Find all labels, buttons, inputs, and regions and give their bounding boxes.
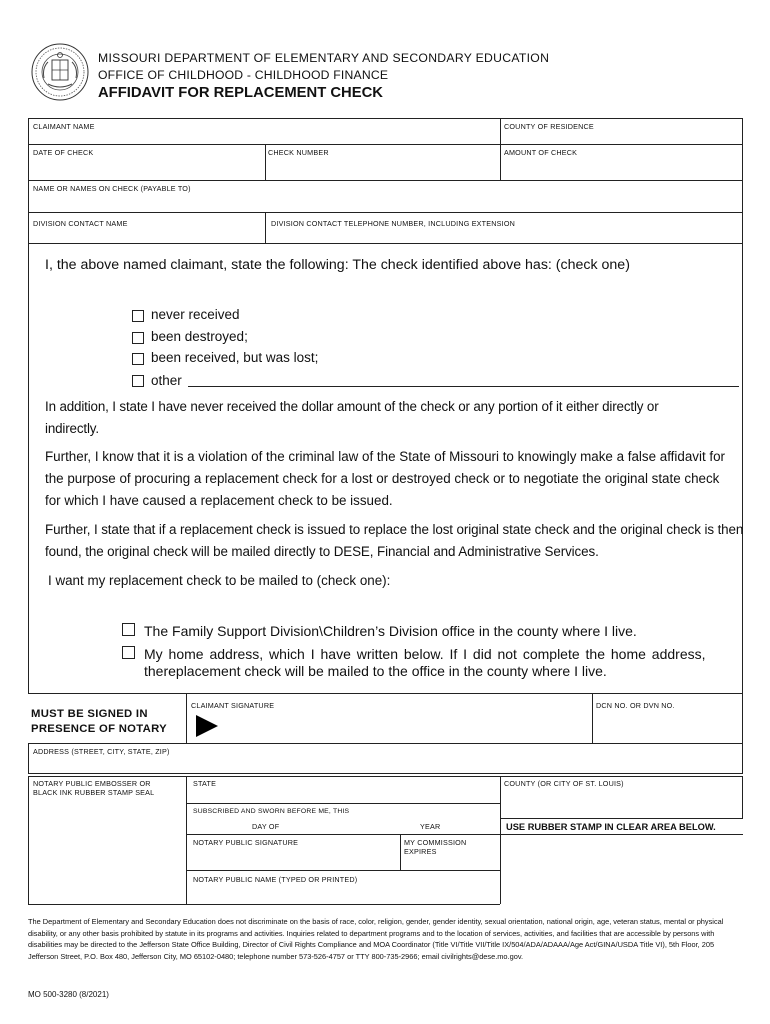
other-checkbox[interactable] [132,375,144,387]
date-of-check-field[interactable]: DATE OF CHECK [33,148,94,157]
rubber-stamp-note: USE RUBBER STAMP IN CLEAR AREA BELOW. [506,822,716,832]
claimant-signature-field[interactable]: CLAIMANT SIGNATURE [191,701,275,710]
notary-warning-line2: PRESENCE OF NOTARY [31,723,167,735]
county-field[interactable]: COUNTY (OR CITY OF ST. LOUIS) [504,779,624,788]
county-of-residence-field[interactable]: COUNTY OF RESIDENCE [504,122,594,131]
notary-warning-line1: MUST BE SIGNED IN [31,708,148,720]
form-number: MO 500-3280 (8/2021) [28,990,109,999]
check-number-field[interactable]: CHECK NUMBER [268,148,329,157]
commission-line1: MY COMMISSION [404,838,467,847]
paragraph-never-received: In addition, I state I have never received the dollar amount of the check or any portion of it either directly or indirectly. [45,399,659,436]
commission-line2: EXPIRES [404,847,437,856]
claimant-name-field[interactable]: CLAIMANT NAME [33,122,95,131]
home-address-label-line1: My home address, which I have written below. If I did not complete the home address, [144,646,706,662]
received-but-lost-label: been received, but was lost; [151,350,319,365]
year-field[interactable]: YEAR [420,822,441,831]
notary-seal-label [33,779,154,797]
notary-signature-field[interactable]: NOTARY PUBLIC SIGNATURE [193,838,299,847]
names-on-check-field[interactable]: NAME OR NAMES ON CHECK (PAYABLE TO) [33,184,191,193]
received-but-lost-checkbox[interactable] [132,353,144,365]
state-field[interactable]: STATE [193,779,217,788]
been-destroyed-checkbox[interactable] [132,332,144,344]
agency-name: MISSOURI DEPARTMENT OF ELEMENTARY AND SECONDARY EDUCATION [98,51,550,65]
been-destroyed-label: been destroyed; [151,329,248,344]
home-address-label-line2: thereplacement check will be mailed to the office in the county where I live. [144,663,607,679]
missouri-seal-icon [30,42,90,102]
division-contact-phone-field[interactable]: DIVISION CONTACT TELEPHONE NUMBER, INCLUDING EXTENSION [271,219,516,228]
sign-here-arrow-icon [196,715,218,737]
notary-name-field[interactable]: NOTARY PUBLIC NAME (TYPED OR PRINTED) [193,875,358,884]
form-title: AFFIDAVIT FOR REPLACEMENT CHECK [98,85,383,101]
family-support-office-label: The Family Support Division\Children’s Division office in the county where I live. [144,623,637,639]
paragraph-original-found: Further, I state that if a replacement check is issued to replace the lost original state check and the original check is then found, the original check will be mailed directly to DESE, Financial and Administrative Services. [45,522,744,559]
mailing-intro: I want my replacement check to be mailed to (check one): [48,573,391,588]
never-received-checkbox[interactable] [132,310,144,322]
notary-warning [31,707,167,737]
day-of-field[interactable]: DAY OF [252,822,280,831]
statement-intro: I, the above named claimant, state the following: The check identified above has: (check one) [45,257,630,273]
notary-seal-label-line2: BLACK INK RUBBER STAMP SEAL [33,788,155,797]
never-received-label: never received [151,307,240,322]
other-label: other [151,373,182,388]
division-contact-name-field[interactable]: DIVISION CONTACT NAME [33,219,128,228]
address-field[interactable]: ADDRESS (STREET, CITY, STATE, ZIP) [33,747,170,756]
home-address-checkbox[interactable] [122,646,135,659]
amount-of-check-field[interactable]: AMOUNT OF CHECK [504,148,578,157]
office-name: OFFICE OF CHILDHOOD - CHILDHOOD FINANCE [98,68,389,82]
paragraph-criminal-law: Further, I know that it is a violation of the criminal law of the State of Missouri to knowingly make a false affidavit for the purpose of procuring a replacement check for a lost or destroyed check or to negotiate the original state check for which I have caused a replacement check to be issued. [45,449,726,508]
other-reason-line[interactable] [188,386,739,387]
dcn-field[interactable]: DCN NO. OR DVN NO. [596,701,675,710]
notary-seal-label-line1: NOTARY PUBLIC EMBOSSER OR [33,779,151,788]
nondiscrimination-notice: The Department of Elementary and Secondary Education does not discriminate on the basis of race, color, religion, gender, gender identity, sexual orientation, national origin, age, veteran status, mental or physical disability, or any other basis prohibited by statute in its programs and activities. Inquiries related to department programs and to the location of services, activities, and facilities that are accessible by persons with disabilities may be directed to the Jefferson State Office Building, Director of Civil Rights Compliance and MOA Coordinator (Title VI/Title VII/Title IX/504/ADA/ADAAA/Age Act/GINA/USDA Title VI), 5th Floor, 205 Jefferson Street, P.O. Box 480, Jefferson City, MO 65102-0480; telephone number 573-526-4757 or TTY 800-735-2966; email civilrights@dese.mo.gov. [28,917,724,961]
family-support-office-checkbox[interactable] [122,623,135,636]
commission-expires-field[interactable] [404,838,466,856]
sworn-statement: SUBSCRIBED AND SWORN BEFORE ME, THIS [193,808,350,815]
